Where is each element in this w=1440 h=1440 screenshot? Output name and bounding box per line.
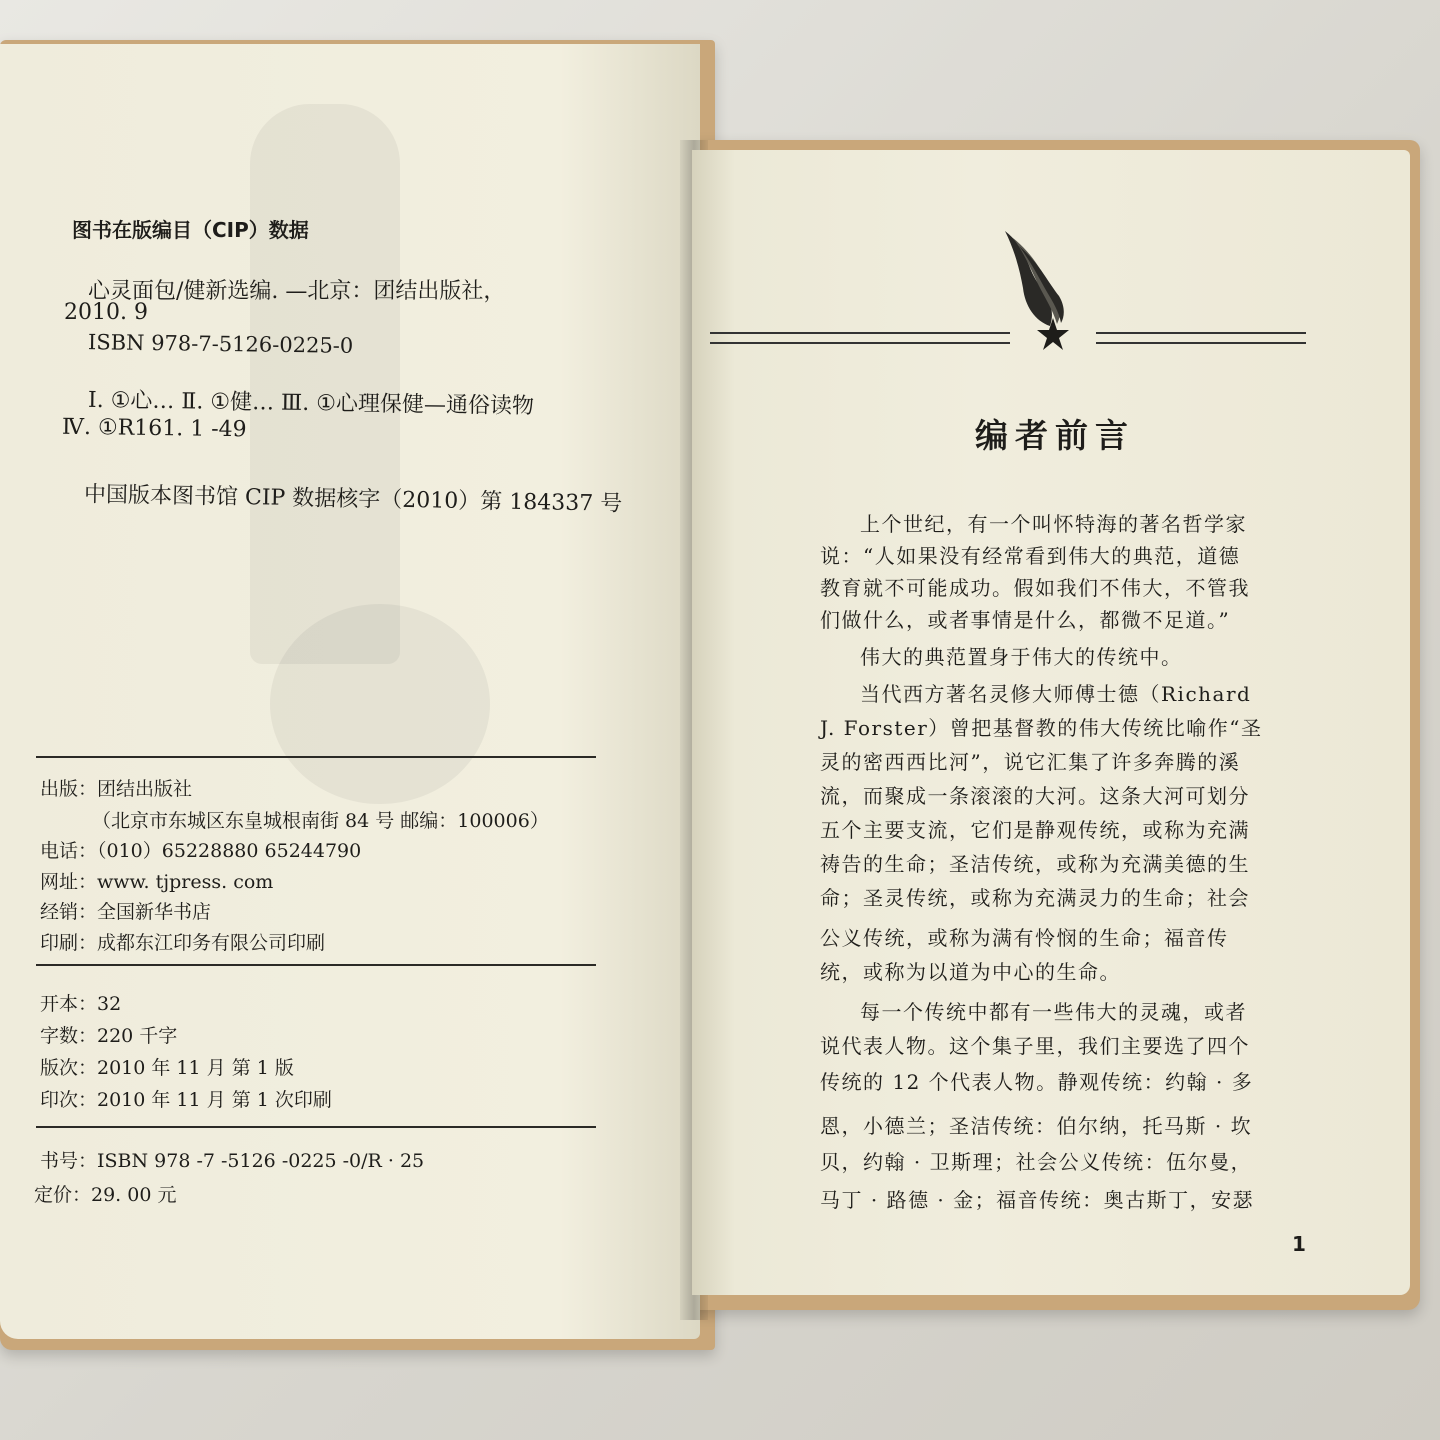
paragraph-line: 统，或称为以道为中心的生命。 <box>820 960 1121 984</box>
cip-line: Ⅰ. ①心… Ⅱ. ①健… Ⅲ. ①心理保健—通俗读物 <box>87 387 535 420</box>
paragraph-line: 当代西方著名灵修大师傅士德（Richard <box>860 682 1252 706</box>
cip-line: 中国版本图书馆 CIP 数据核字（2010）第 184337 号 <box>83 482 623 517</box>
distributor-line: 经销：全国新华书店 <box>40 901 212 923</box>
phone-line: 电话：（010）65228880 65244790 <box>40 840 362 862</box>
publisher-line: 出版：团结出版社 <box>40 778 193 800</box>
paragraph-line: 流，而聚成一条滚滚的大河。这条大河可划分 <box>820 784 1250 808</box>
paragraph-line: 伟大的典范置身于伟大的传统中。 <box>860 645 1183 669</box>
left-page <box>0 44 700 1339</box>
paragraph-line: 说：“人如果没有经常看到伟大的典范，道德 <box>820 544 1241 568</box>
paragraph-line: 祷告的生命；圣洁传统，或称为充满美德的生 <box>820 852 1250 876</box>
paragraph-line: J. Forster）曾把基督教的伟大传统比喻作“圣 <box>820 716 1263 740</box>
paragraph-line: 传统的 12 个代表人物。静观传统：约翰 · 多 <box>820 1070 1254 1094</box>
page-number: 1 <box>1292 1232 1306 1256</box>
spec-line: 印次：2010 年 11 月 第 1 次印刷 <box>40 1089 332 1111</box>
address-line: （北京市东城区东皇城根南街 84 号 邮编：100006） <box>92 810 549 832</box>
paragraph-line: 五个主要支流，它们是静观传统，或称为充满 <box>820 818 1250 842</box>
show-through-round-shape <box>270 604 490 804</box>
spec-line: 字数：220 千字 <box>40 1025 178 1047</box>
divider <box>36 964 596 966</box>
divider <box>36 756 596 758</box>
website-line: 网址：www. tjpress. com <box>40 871 274 893</box>
price: 定价：29. 00 元 <box>34 1184 177 1206</box>
show-through-bottle-shape <box>250 104 400 664</box>
paragraph-line: 说代表人物。这个集子里，我们主要选了四个 <box>820 1034 1250 1058</box>
paragraph-line: 每一个传统中都有一些伟大的灵魂，或者 <box>860 1000 1247 1024</box>
paragraph-line: 公义传统，或称为满有怜悯的生命；福音传 <box>820 926 1229 950</box>
cip-line: 心灵面包/健新选编. —北京：团结出版社， <box>88 279 506 304</box>
printer-line: 印刷：成都东江印务有限公司印刷 <box>40 932 326 954</box>
cip-line: Ⅳ. ①R161. 1 -49 <box>61 414 247 443</box>
paragraph-line: 教育就不可能成功。假如我们不伟大，不管我 <box>820 576 1250 600</box>
preface-title: 编者前言 <box>975 416 1135 455</box>
spec-line: 版次：2010 年 11 月 第 1 版 <box>40 1057 294 1079</box>
flame-star-emblem-icon <box>995 226 1095 361</box>
ornament-rule-right <box>1096 332 1306 344</box>
paragraph-line: 命；圣灵传统，或称为充满灵力的生命；社会 <box>820 886 1250 910</box>
paragraph-line: 上个世纪，有一个叫怀特海的著名哲学家 <box>860 512 1247 536</box>
book-number: 书号：ISBN 978 -7 -5126 -0225 -0/R · 25 <box>40 1150 425 1172</box>
cip-line: 2010. 9 <box>64 300 148 325</box>
paragraph-line: 马丁 · 路德 · 金；福音传统：奥古斯丁，安瑟 <box>820 1188 1255 1212</box>
paragraph-line: 灵的密西西比河”，说它汇集了许多奔腾的溪 <box>820 750 1241 774</box>
paragraph-line: 恩，小德兰；圣洁传统：伯尔纳，托马斯 · 坎 <box>820 1114 1253 1138</box>
paragraph-line: 们做什么，或者事情是什么，都微不足道。” <box>820 608 1231 632</box>
paragraph-line: 贝，约翰 · 卫斯理；社会公义传统：伍尔曼， <box>820 1150 1253 1174</box>
spec-line: 开本：32 <box>40 993 122 1015</box>
cip-title: 图书在版编目（CIP）数据 <box>72 218 309 242</box>
divider <box>36 1126 596 1128</box>
cip-line: ISBN 978-7-5126-0225-0 <box>87 330 354 358</box>
ornament-rule-left <box>710 332 1010 344</box>
